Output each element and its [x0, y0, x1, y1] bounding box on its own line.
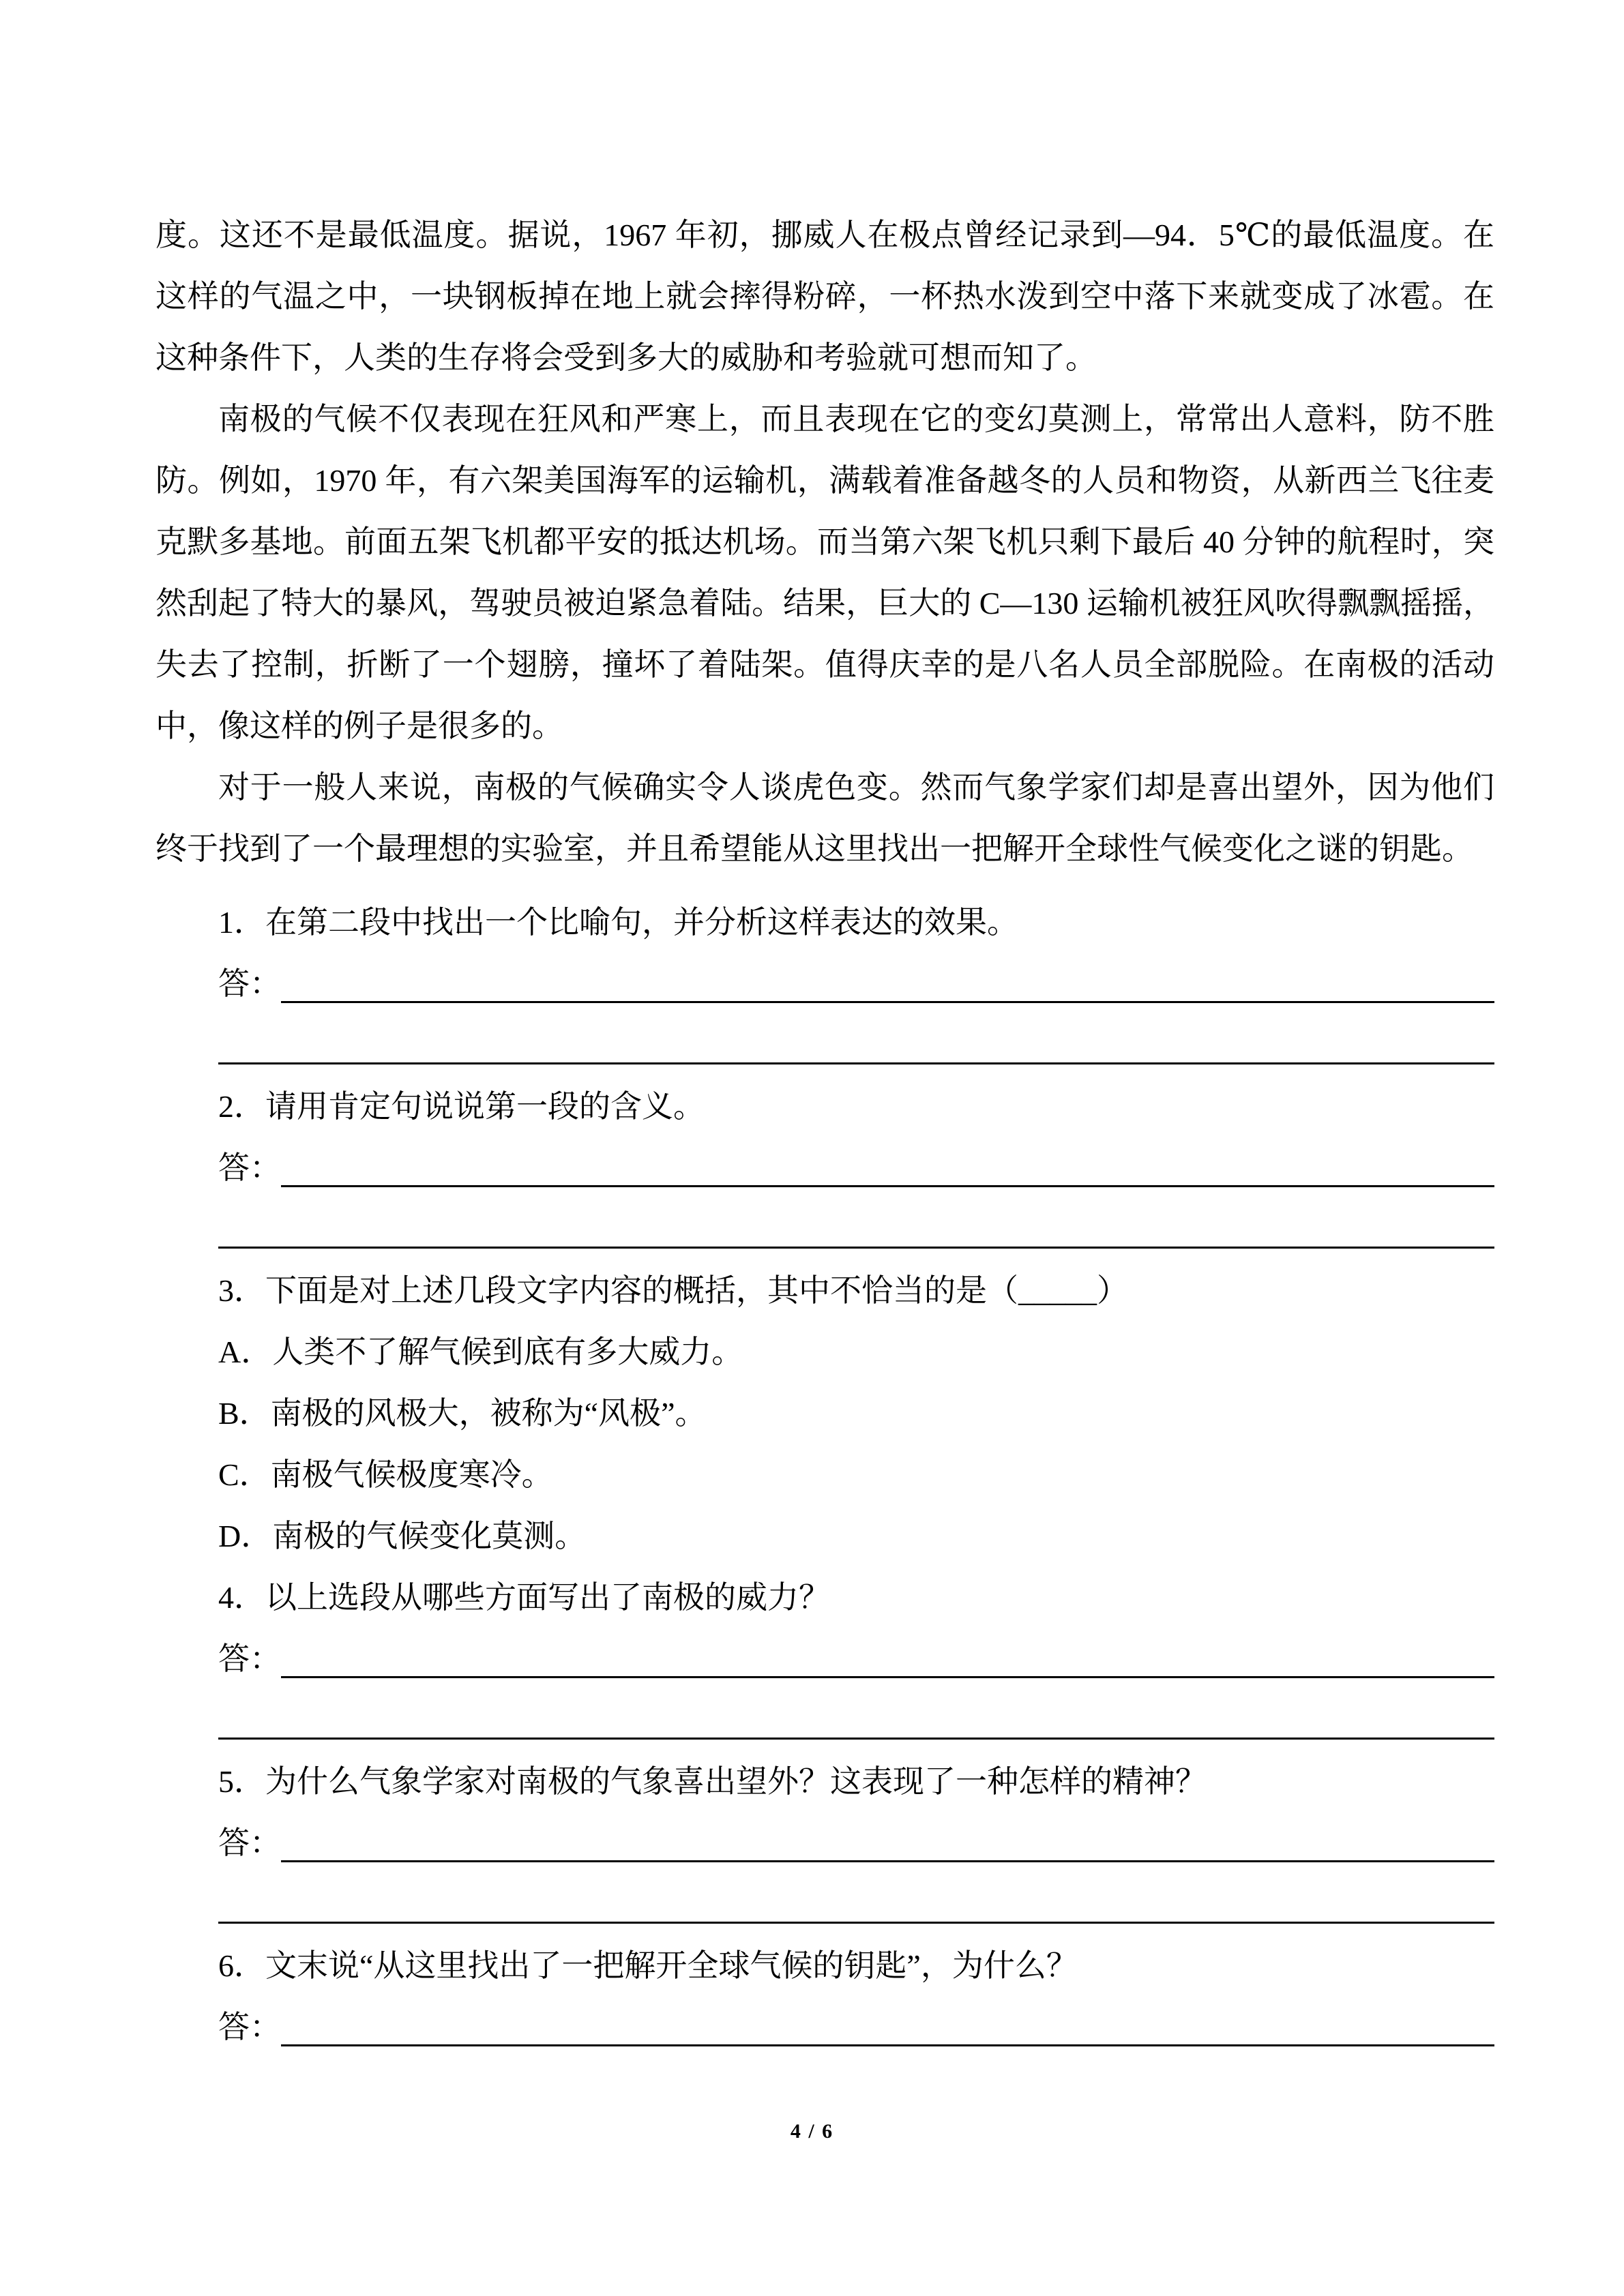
answer-row — [156, 1813, 1494, 1874]
page-number: 4 / 6 — [790, 2120, 834, 2143]
question-text: 2．请用肯定句说说第一段的含义。 — [218, 1089, 705, 1124]
answer-label: 答： — [218, 1641, 281, 1676]
option-item: A．人类不了解气候到底有多大威力。 — [218, 1335, 743, 1369]
answer-cont-row — [156, 1015, 1494, 1076]
answer-blank-line — [281, 1676, 1494, 1678]
option-item: D．南极的气候变化莫测。 — [218, 1519, 587, 1553]
passage — [156, 205, 1494, 880]
question-text: 1．在第二段中找出一个比喻句，并分析这样表达的效果。 — [218, 905, 1018, 940]
answer-blank-line — [281, 1001, 1494, 1003]
answer-blank-line — [218, 1738, 1494, 1740]
answer-label: 答： — [218, 2010, 281, 2044]
question-text: 6．文末说“从这里找出了一把解开全球气候的钥匙”，为什么？ — [218, 1948, 1078, 1983]
questions — [156, 892, 1494, 2058]
page-content — [156, 205, 1494, 2058]
passage-paragraph: 南极的气候不仅表现在狂风和严寒上，而且表现在它的变幻莫测上，常常出人意料，防不胜防。例如，1970 年，有六架美国海军的运输机，满载着准备越冬的人员和物资，从新西兰飞往麦克默多基地。前面五架飞机都平安的抵达机场。而当第六架飞机只剩下最后 40 分钟的航程时，突然刮起了特大的暴风，驾驶员被迫紧急着陆。结果，巨大的 C—130 运输机被狂风吹得飘飘摇摇，失去了控制，折断了一个翅膀，撞坏了着陆架。值得庆幸的是八名人员全部脱险。在南极的活动中，像这样的例子是很多的。 — [156, 402, 1494, 743]
answer-label: 答： — [218, 966, 281, 1001]
answer-blank-line — [218, 1922, 1494, 1924]
answer-blank-line — [218, 1247, 1494, 1249]
passage-paragraph: 对于一般人来说，南极的气候确实令人谈虎色变。然而气象学家们却是喜出望外，因为他们终于找到了一个最理想的实验室，并且希望能从这里找出一把解开全球性气候变化之谜的钥匙。 — [156, 770, 1494, 866]
answer-blank-line — [281, 1860, 1494, 1862]
answer-blank-line — [281, 1185, 1494, 1187]
answer-row — [156, 1137, 1494, 1199]
answer-label: 答： — [218, 1825, 281, 1860]
passage-paragraph: 度。这还不是最低温度。据说，1967 年初，挪威人在极点曾经记录到—94．5℃的最低温度。在这样的气温之中，一块钢板掉在地上就会摔得粉碎，一杯热水泼到空中落下来就变成了冰雹。在这种条件下，人类的生存将会受到多大的威胁和考验就可想而知了。 — [156, 218, 1494, 375]
question-text: 5．为什么气象学家对南极的气象喜出望外？这表现了一种怎样的精神？ — [218, 1764, 1207, 1799]
question-text: 3．下面是对上述几段文字内容的概括，其中不恰当的是（_____） — [218, 1273, 1128, 1308]
answer-row — [156, 1997, 1494, 2058]
answer-row — [156, 953, 1494, 1015]
answer-blank-line — [218, 1062, 1494, 1064]
answer-cont-row — [156, 1199, 1494, 1260]
question-text: 4．以上选段从哪些方面写出了南极的威力？ — [218, 1580, 830, 1615]
option-item: C．南极气候极度寒冷。 — [218, 1457, 553, 1492]
answer-cont-row — [156, 1690, 1494, 1751]
answer-cont-row — [156, 1874, 1494, 1935]
answer-label: 答： — [218, 1150, 281, 1185]
answer-blank-line — [281, 2044, 1494, 2046]
option-item: B．南极的风极大，被称为“风极”。 — [218, 1396, 707, 1431]
answer-row — [156, 1628, 1494, 1690]
